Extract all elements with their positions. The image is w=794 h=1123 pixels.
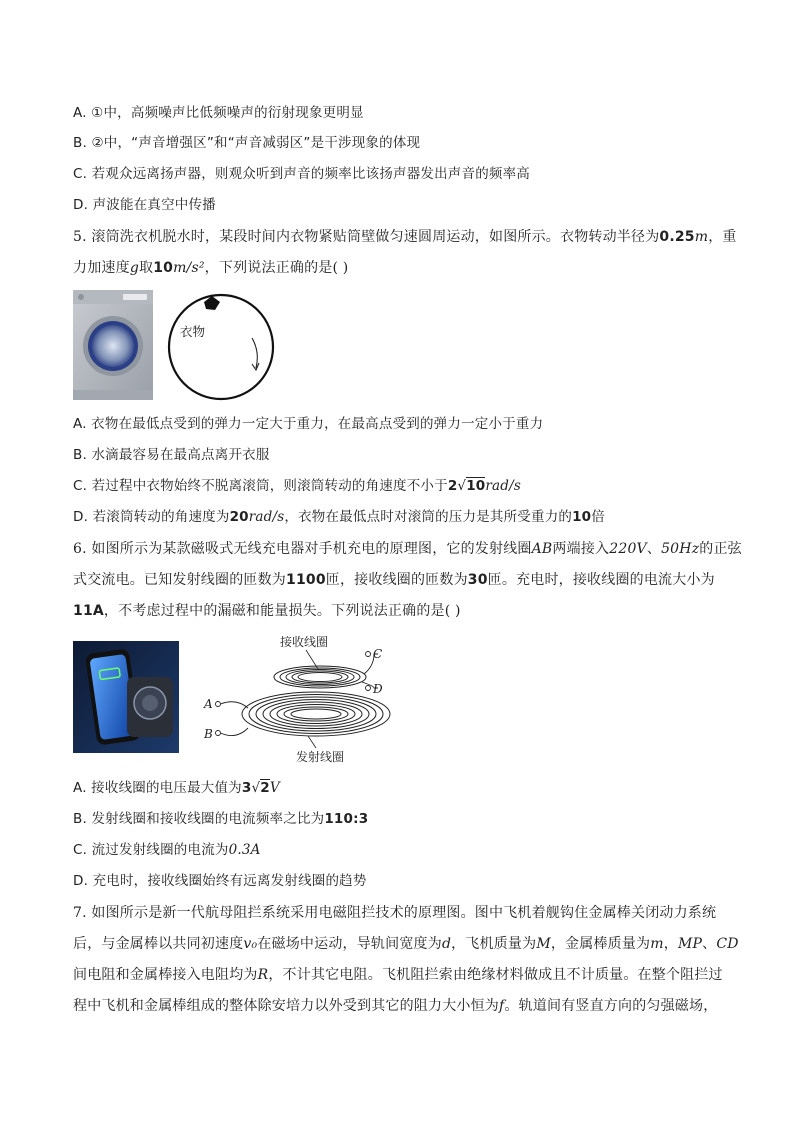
q5-option-a: A. 衣物在最低点受到的弹力一定大于重力，在最高点受到的弹力一定小于重力 xyxy=(73,416,544,432)
q6-option-b xyxy=(73,809,724,829)
q6-ab: AB xyxy=(531,541,553,557)
q7-M: M xyxy=(536,936,551,952)
q4-option-a: A. ①中，高频噪声比低频噪声的衍射现象更明显 xyxy=(73,105,364,121)
q7-stem-text: 、 xyxy=(702,936,717,952)
q7-cd: CD xyxy=(716,936,739,952)
receiving-coil xyxy=(274,666,366,688)
q5-stem-line2 xyxy=(73,258,724,278)
q7-stem-text: 间电阻和金属棒接入电阻均为 xyxy=(73,967,258,983)
terminal-a-label: A xyxy=(204,697,213,711)
q6-option-c-value: 0.3A xyxy=(228,842,261,858)
q5-stem-text: ，下列说法正确的是( ) xyxy=(204,260,349,276)
q5-option-d-text: ，衣物在最低点时对滚筒的压力是其所受重力的 xyxy=(284,509,573,525)
terminal-c-label: C xyxy=(373,647,383,661)
q6-turns-primary: 1100 xyxy=(286,572,326,588)
q5-option-d xyxy=(73,507,724,527)
q6-option-a-text: A. 接收线圈的电压最大值为 xyxy=(73,780,242,796)
q7-stem-text: 程中飞机和金属棒组成的整体除安培力以外受到其它的阻力大小恒为 xyxy=(73,998,499,1014)
q4-option-d: D. 声波能在真空中传播 xyxy=(73,197,216,213)
q6-option-a: A. 接收线圈的电压最大值为3√2V xyxy=(73,780,280,796)
q7-stem-text: 后，与金属棒以共同初速度 xyxy=(73,936,244,952)
q6-option-a-unit: V xyxy=(269,780,280,796)
q5-g-value: 10 xyxy=(153,260,174,276)
q6-stem-line2 xyxy=(73,570,724,590)
q7-d: d xyxy=(441,936,452,952)
q5-option-d-text: 倍 xyxy=(591,509,605,525)
terminal-d-label: D xyxy=(373,682,383,696)
q7-v0: v₀ xyxy=(243,936,258,952)
washing-machine-photo xyxy=(73,290,153,400)
q6-option-c xyxy=(73,840,724,860)
q5-stem-line1 xyxy=(73,227,737,247)
terminal-b-label: B xyxy=(204,727,213,741)
q6-stem-text: 的正弦 xyxy=(699,541,742,557)
q7-stem-text: ， xyxy=(663,936,678,952)
q5-stem-text: 取 xyxy=(138,260,154,276)
q5-radius-unit: m xyxy=(694,229,709,245)
receiving-coil-label: 接收线圈 xyxy=(280,635,329,649)
q5-circle-diagram xyxy=(160,290,282,402)
q7-stem-line2 xyxy=(73,934,739,954)
q7-f: f xyxy=(499,998,505,1014)
transmitting-coil xyxy=(242,692,390,736)
q5-radius-value: 0.25 xyxy=(659,229,695,245)
q7-stem-text: ，金属棒质量为 xyxy=(550,936,651,952)
q5-option-c-unit: rad/s xyxy=(485,478,522,494)
q5-option-d-unit: rad/s xyxy=(248,509,285,525)
q7-R: R xyxy=(257,967,269,983)
q6-current: 11A xyxy=(73,603,104,619)
q5-option-d-text: D. 若滚筒转动的角速度为 xyxy=(73,509,230,525)
q7-stem-text: ，飞机质量为 xyxy=(451,936,537,952)
q5-option-c-coef: 2 xyxy=(447,478,458,494)
wireless-charger-photo xyxy=(73,641,179,753)
q6-turns-secondary: 30 xyxy=(467,572,488,588)
q5-stem-text: ，重 xyxy=(708,229,737,245)
q6-stem-text: 匝。充电时，接收线圈的电流大小为 xyxy=(487,572,715,588)
q7-stem-line1: 7. 如图所示是新一代航母阻拦系统采用电磁阻拦技术的原理图。图中飞机着舰钩住金属棒关闭动力系统 xyxy=(73,905,717,921)
q6-stem-text: 两端接入 xyxy=(552,541,610,557)
q5-option-c-text: C. 若过程中衣物始终不脱离滚筒，则滚筒转动的角速度不小于 xyxy=(73,478,448,494)
q6-option-d: D. 充电时，接收线圈始终有远离发射线圈的趋势 xyxy=(73,873,367,889)
q5-option-d-value: 20 xyxy=(229,509,249,525)
q5-option-c: C. 若过程中衣物始终不脱离滚筒，则滚筒转动的角速度不小于2√10rad/s xyxy=(73,478,522,494)
q7-m: m xyxy=(650,936,664,952)
q6-stem-line1 xyxy=(73,539,742,559)
q6-stem-text: 式交流电。已知发射线圈的匝数为 xyxy=(73,572,286,588)
q6-stem-line3 xyxy=(73,601,724,621)
q6-stem-text: 6. 如图所示为某款磁吸式无线充电器对手机充电的原理图，它的发射线圈 xyxy=(73,541,532,557)
q7-mp: MP xyxy=(677,936,703,952)
q7-stem-text: 。轨道间有竖直方向的匀强磁场， xyxy=(504,998,718,1014)
q6-stem-text: ，不考虑过程中的漏磁和能量损失。下列说法正确的是( ) xyxy=(103,603,461,619)
q4-option-b: B. ②中，“声音增强区”和“声音减弱区”是干涉现象的体现 xyxy=(73,135,421,151)
q5-option-c-radicand: 10 xyxy=(466,478,486,494)
q6-stem-text: 匝，接收线圈的匝数为 xyxy=(325,572,468,588)
q7-stem-text: 在磁场中运动，导轨间宽度为 xyxy=(257,936,442,952)
q6-option-a-radicand: 2 xyxy=(260,780,270,796)
q4-option-c: C. 若观众远离扬声器，则观众听到声音的频率比该扬声器发出声音的频率高 xyxy=(73,166,531,182)
q6-option-c-text: C. 流过发射线圈的电流为 xyxy=(73,842,229,858)
transmitting-coil-label: 发射线圈 xyxy=(296,750,345,764)
q6-option-a-coef: 3 xyxy=(241,780,252,796)
q5-option-d-number: 10 xyxy=(572,509,592,525)
q5-stem-text: 5. 滚筒洗衣机脱水时，某段时间内衣物紧贴筒壁做匀速圆周运动，如图所示。衣物转动半径为 xyxy=(73,229,660,245)
q5-g-symbol: g xyxy=(129,260,139,276)
q6-option-b-text: B. 发射线圈和接收线圈的电流频率之比为 xyxy=(73,811,325,827)
q5-option-b: B. 水滴最容易在最高点离开衣服 xyxy=(73,447,270,463)
q7-stem-text: ，不计其它电阻。飞机阻拦索由绝缘材料做成且不计质量。在整个阻拦过 xyxy=(268,967,723,983)
q6-stem-text: 、 xyxy=(646,541,662,557)
q5-g-unit: m/s² xyxy=(173,260,205,276)
q6-option-b-ratio: 110:3 xyxy=(324,811,369,827)
q7-stem-line4 xyxy=(73,996,724,1016)
q6-frequency: 50Hz xyxy=(661,541,700,557)
q7-stem-line3 xyxy=(73,965,724,985)
q5-stem-text: 力加速度 xyxy=(73,260,130,276)
q6-voltage: 220V xyxy=(609,541,647,557)
coil-diagram xyxy=(196,632,396,767)
q5-figure-label: 衣物 xyxy=(180,324,206,339)
